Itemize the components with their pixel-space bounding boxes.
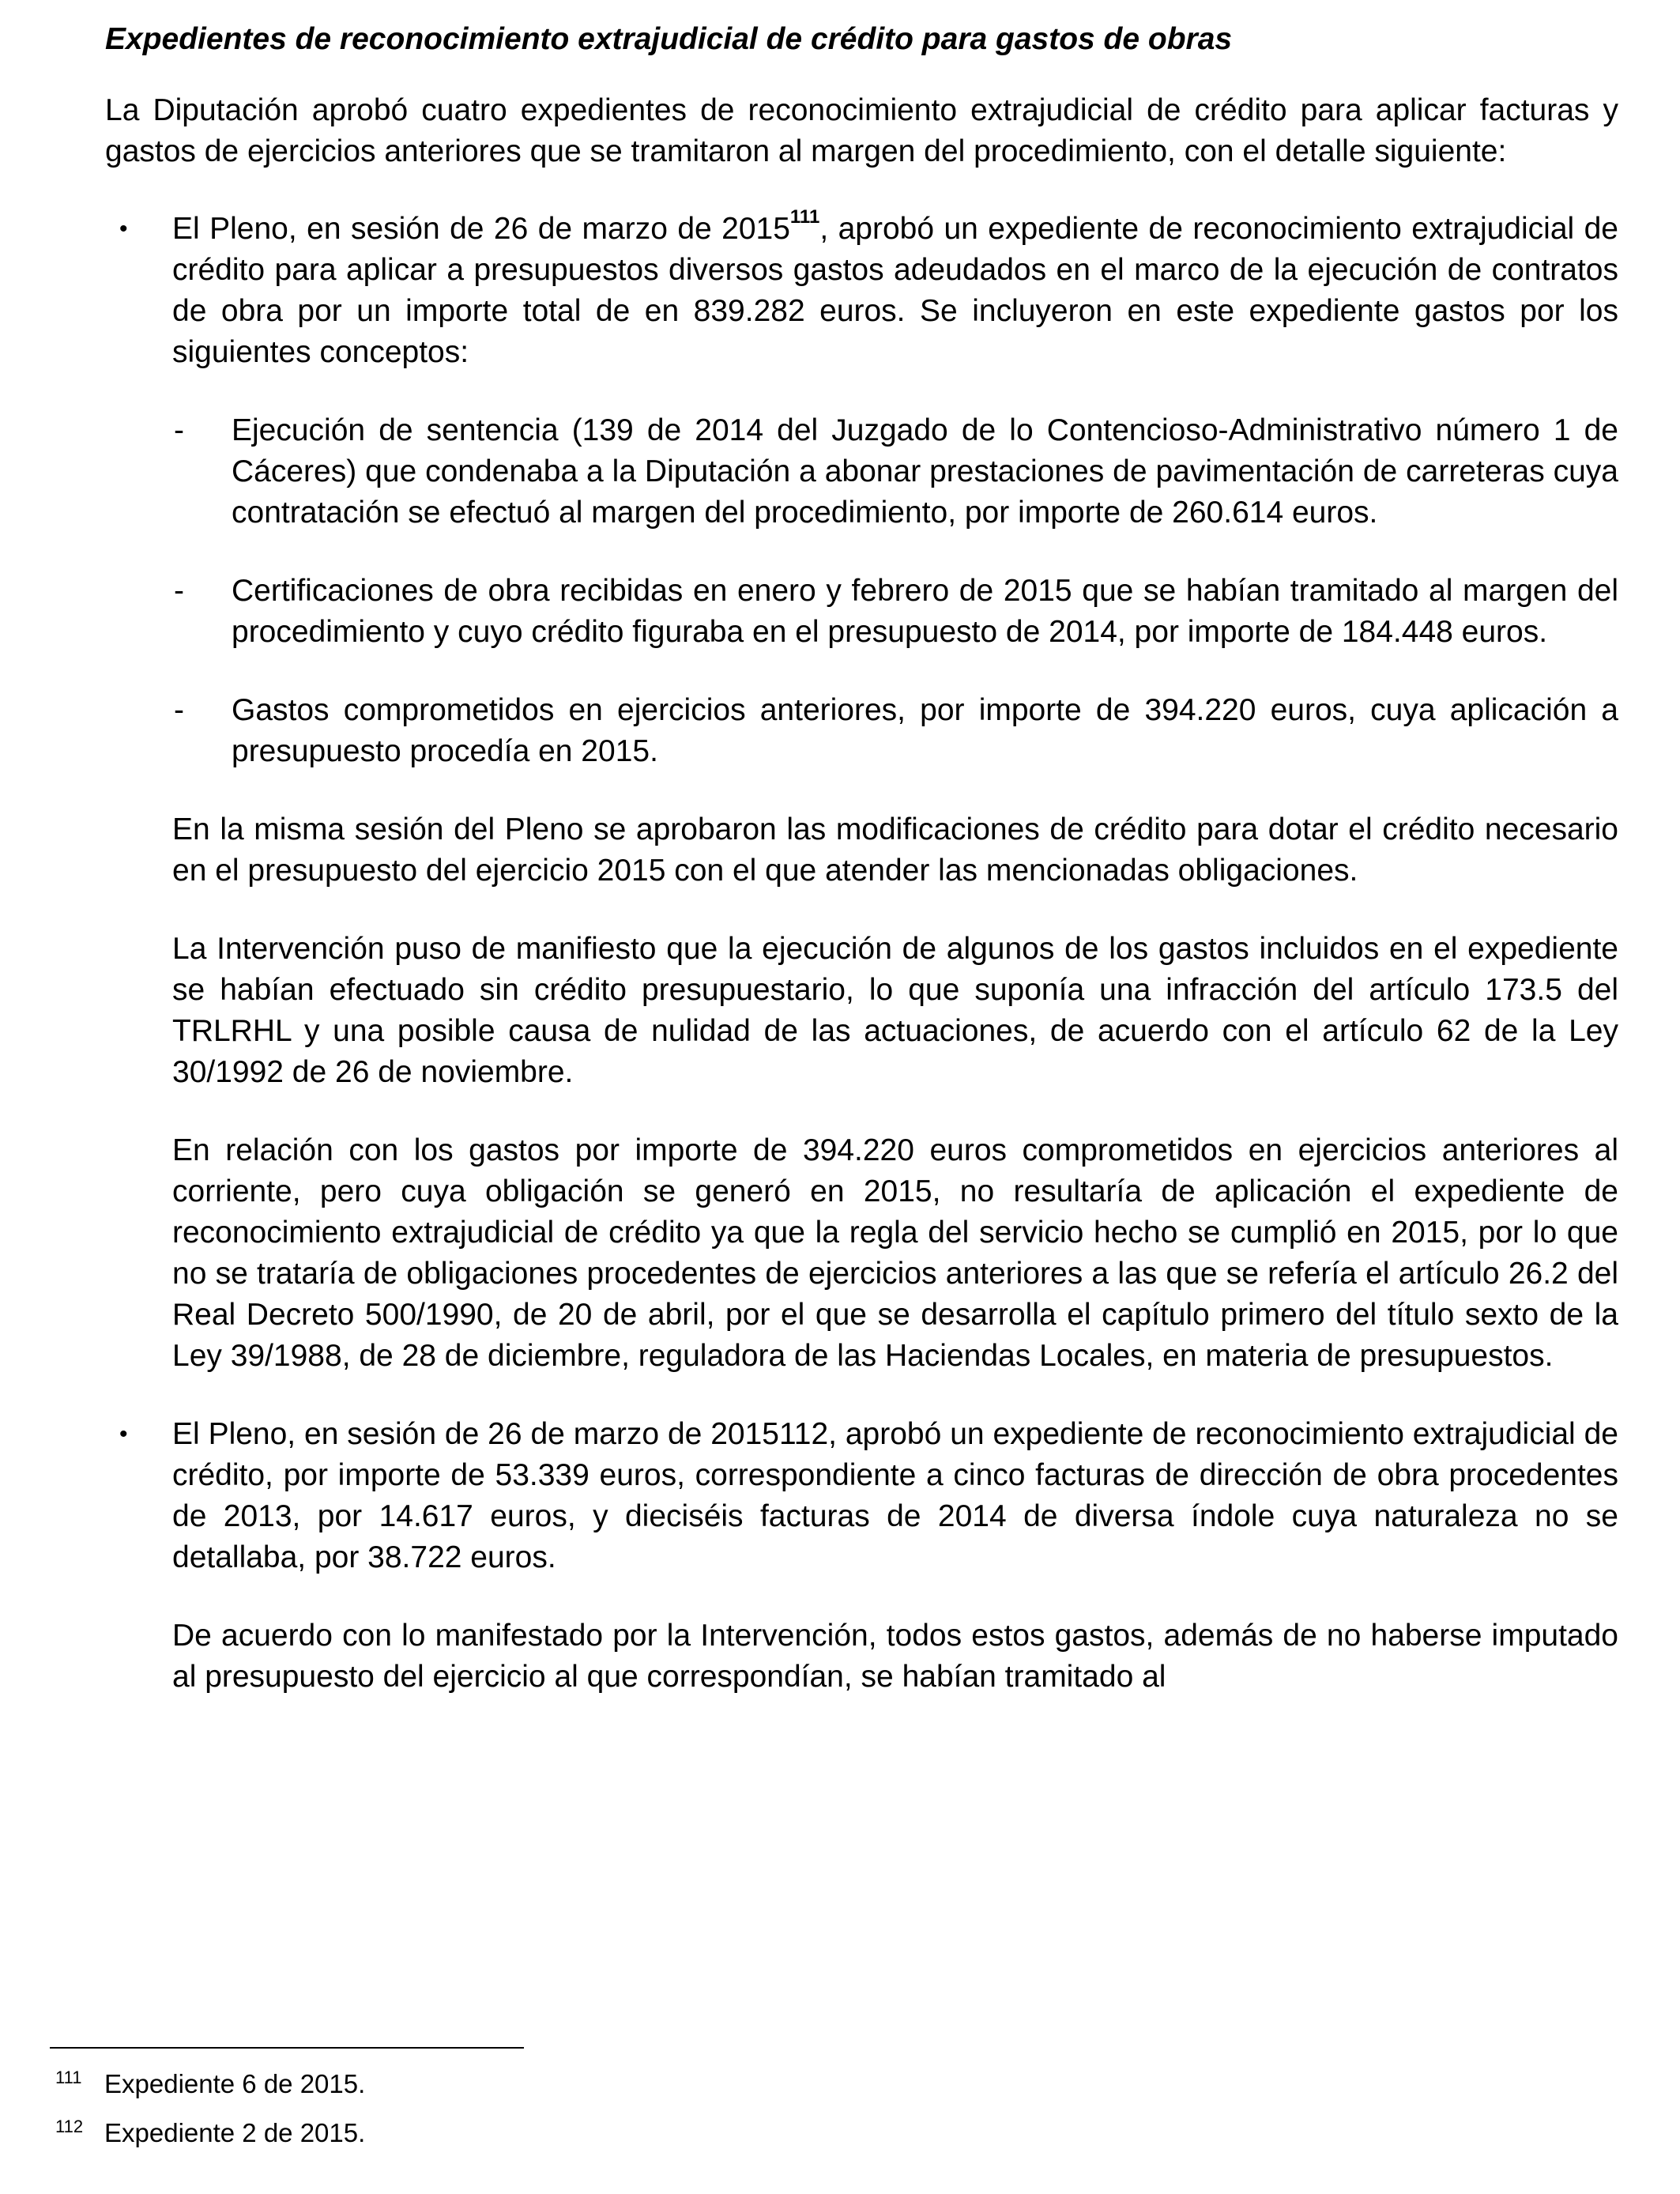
dash-mark: - — [174, 693, 184, 727]
body-paragraph: En la misma sesión del Pleno se aprobaron las modificaciones de crédito para dotar el crédito necesario en el presupuesto del ejercicio 2015 con el que atender las mencionadas obligaciones. — [172, 812, 1618, 888]
dash-item — [172, 690, 1618, 772]
bullet-1-text-before: El Pleno, en sesión de 26 de marzo de 2015 — [172, 212, 790, 246]
footnote-number: 111 — [55, 2068, 82, 2087]
footnote-text: Expediente 2 de 2015. — [104, 2118, 366, 2147]
dash-item-text: Certificaciones de obra recibidas en enero y febrero de 2015 que se habían tramitado al margen del procedimiento y cuyo crédito figuraba en el presupuesto de 2014, por importe de 184.448 euros. — [232, 574, 1618, 649]
intro-paragraph: La Diputación aprobó cuatro expedientes de reconocimiento extrajudicial de crédito para aplicar facturas y gastos de ejercicios anteriores que se tramitaron al margen del procedimiento, con el detalle siguiente: — [105, 93, 1618, 168]
bullet-item-2 — [105, 1414, 1618, 1698]
dash-mark: - — [174, 413, 184, 447]
footnote-number: 112 — [55, 2117, 84, 2136]
footnote-111 — [55, 2064, 1478, 2108]
bullet-1-text-after: , aprobó un expediente de reconocimiento extrajudicial de crédito para aplicar a presupuestos diversos gastos adeudados en el marco de la ejecución de contratos de obra por un importe total de en 839.282 euros. Se incluyeron en este expediente gastos por los siguientes conceptos: — [172, 212, 1618, 369]
body-paragraph: La Intervención puso de manifiesto que la ejecución de algunos de los gastos incluidos en el expediente se habían efectuado sin crédito presupuestario, lo que suponía una infracción del artículo 173.5 del TRLRHL y una posible causa de nulidad de las actuaciones, de acuerdo con el artículo 62 de la Ley 30/1992 de 26 de noviembre. — [172, 932, 1618, 1089]
footnote-text: Expediente 6 de 2015. — [104, 2069, 366, 2098]
bullet-mark: • — [119, 1421, 128, 1447]
bullet-item-1 — [105, 206, 1618, 1377]
bullet-1-text — [172, 206, 1618, 373]
document-page — [105, 19, 1618, 1735]
body-paragraph: En relación con los gastos por importe de 394.220 euros comprometidos en ejercicios anteriores al corriente, pero cuya obligación se generó en 2015, no resultaría de aplicación el expediente de reconocimiento extrajudicial de crédito ya que la regla del servicio hecho se cumplió en 2015, por lo que no se trataría de obligaciones procedentes de ejercicios anteriores a las que se refería el artículo 26.2 del Real Decreto 500/1990, de 20 de abril, por el que se desarrolla el capítulo primero del título sexto de la Ley 39/1988, de 28 de diciembre, reguladora de las Haciendas Locales, en materia de presupuestos. — [172, 1133, 1618, 1373]
section-heading: Expedientes de reconocimiento extrajudicial de crédito para gastos de obras — [105, 22, 1233, 56]
dash-item — [172, 410, 1618, 533]
bullet-mark: • — [119, 216, 128, 242]
body-paragraph: De acuerdo con lo manifestado por la Intervención, todos estos gastos, además de no haberse imputado al presupuesto del ejercicio al que correspondían, se habían tramitado al — [172, 1619, 1618, 1694]
dash-item-text: Ejecución de sentencia (139 de 2014 del Juzgado de lo Contencioso-Administrativo número 1 de Cáceres) que condenaba a la Diputación a abonar prestaciones de pavimentación de carreteras cuya contratación se efectuó al margen del procedimiento, por importe de 260.614 euros. — [232, 413, 1618, 530]
bullet-2-text: El Pleno, en sesión de 26 de marzo de 2015112, aprobó un expediente de reconocimiento extrajudicial de crédito, por importe de 53.339 euros, correspondiente a cinco facturas de dirección de obra procedentes de 2013, por 14.617 euros, y dieciséis facturas de 2014 de diversa índole cuya naturaleza no se detallaba, por 38.722 euros. — [172, 1417, 1618, 1574]
footnote-separator — [50, 2047, 524, 2049]
footnote-ref-111: 111 — [789, 206, 820, 228]
footnotes — [55, 2064, 1478, 2162]
dash-item-text: Gastos comprometidos en ejercicios anteriores, por importe de 394.220 euros, cuya aplicación a presupuesto procedía en 2015. — [232, 693, 1618, 768]
dash-mark: - — [174, 574, 184, 608]
footnote-112 — [55, 2113, 1478, 2157]
dash-item — [172, 571, 1618, 653]
